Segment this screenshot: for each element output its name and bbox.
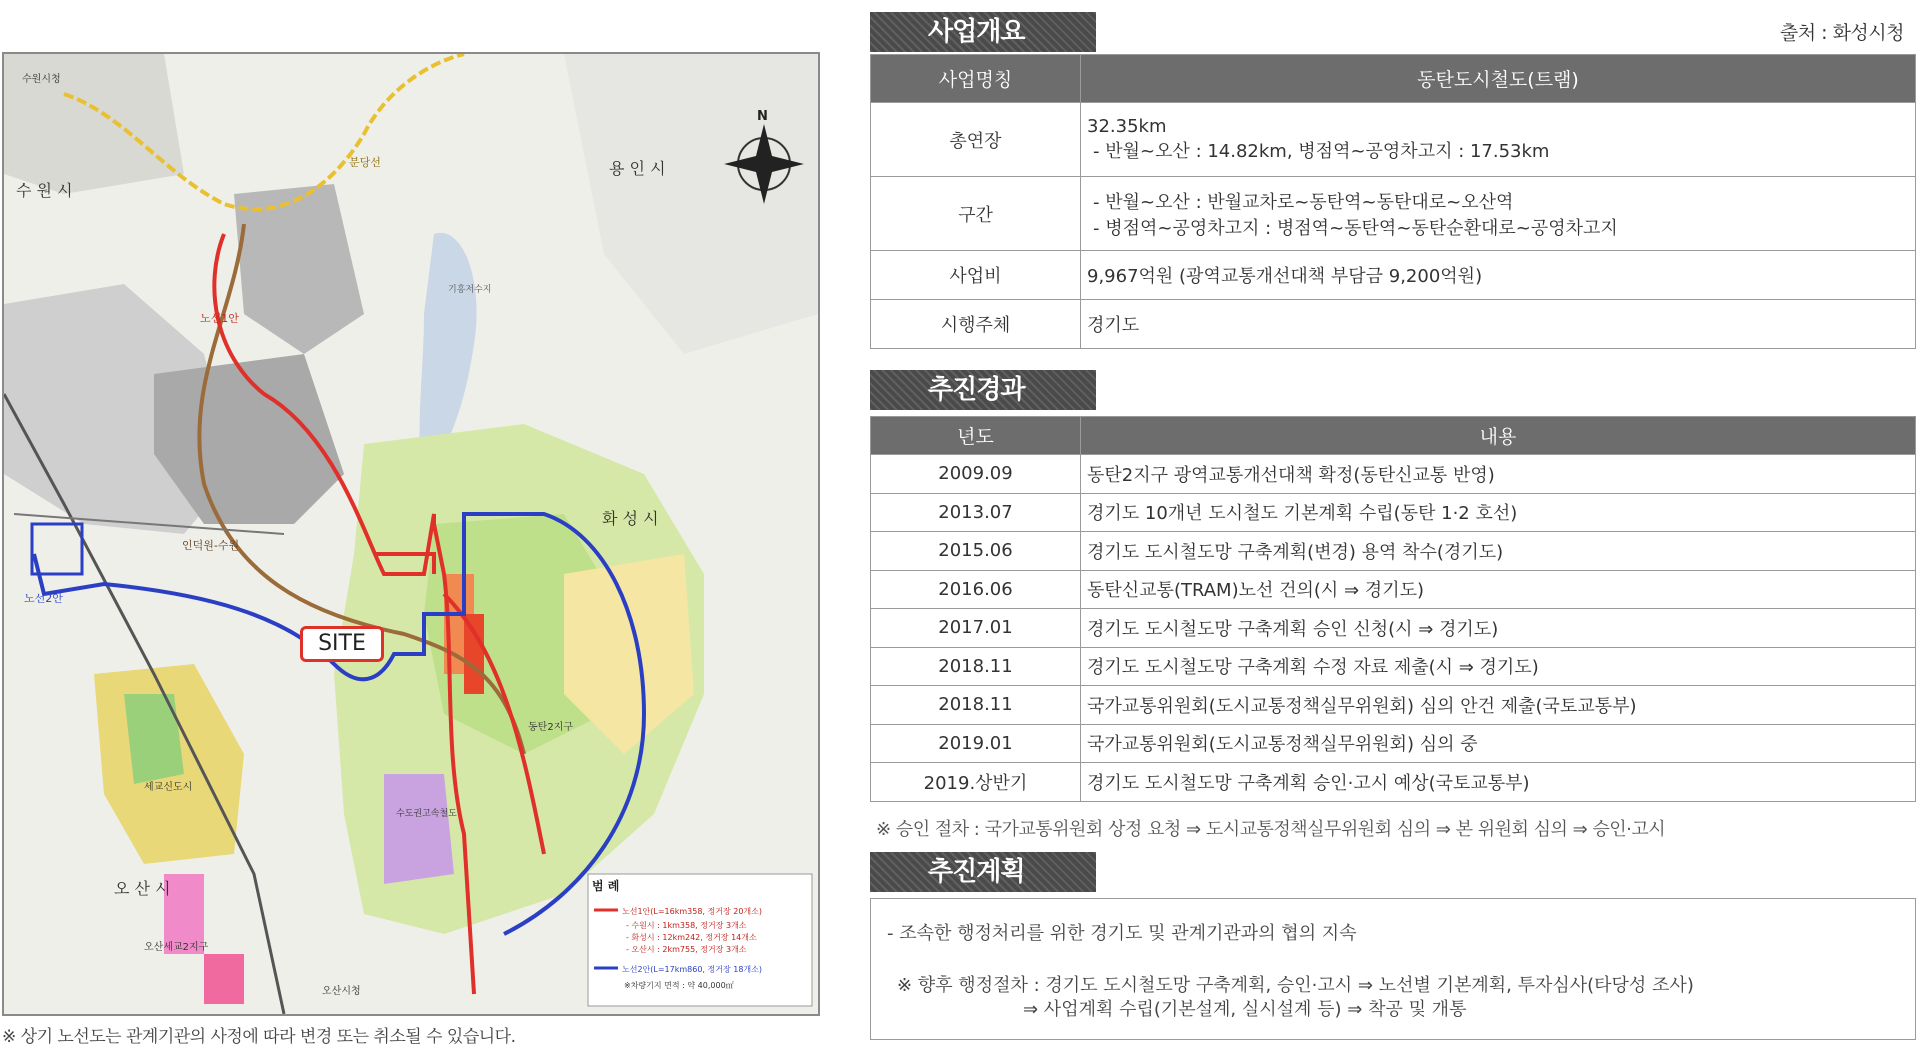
history-content: 경기도 10개년 도시철도 기본계획 수립(동탄 1·2 호선) [1081, 493, 1916, 532]
table-row [871, 300, 1916, 349]
row-value: - 반월~오산 : 14.82km, 병점역~공영차고지 : 17.53km [1093, 141, 1550, 162]
table-row [871, 177, 1916, 251]
legend-route1-suwon: - 수원시 : 1km358, 정거장 3개소 [626, 921, 747, 930]
history-header-content: 내용 [1081, 417, 1916, 455]
site-marker: SITE [300, 626, 384, 662]
plan-tab: 추진계획 [870, 852, 1096, 892]
table-row [871, 103, 1916, 177]
overview-table [870, 54, 1916, 349]
map-label-osan: 오 산 시 [114, 879, 171, 898]
history-content: 동탄신교통(TRAM)노선 건의(시 ⇒ 경기도) [1081, 570, 1916, 609]
map-graphic [4, 54, 818, 1014]
row-label: 시행주체 [871, 300, 1081, 349]
overview-header-label: 사업명칭 [871, 55, 1081, 103]
map-label-segyo: 세교신도시 [144, 782, 193, 793]
map-label-suwon-station: 수원시청 [22, 74, 61, 85]
legend-route1-osan: - 오산시 : 2km755, 정거장 3개소 [626, 945, 747, 954]
plan-line: - 조속한 행정처리를 위한 경기도 및 관계기관과의 협의 지속 [887, 923, 1357, 944]
map-label-osan-segyo2: 오산세교2지구 [144, 942, 209, 953]
table-row [871, 570, 1916, 609]
plan-box [870, 898, 1916, 1040]
map-label-line1: 노선1안 [200, 312, 239, 325]
legend-route1-hwaseong: - 화성시 : 12km242, 정거장 14개소 [626, 933, 757, 942]
table-row [871, 686, 1916, 725]
history-year: 2018.11 [871, 647, 1081, 686]
map-label-osan-city-hall: 오산시청 [322, 986, 361, 997]
history-year: 2015.06 [871, 532, 1081, 571]
history-header-year: 년도 [871, 417, 1081, 455]
legend-route1: 노선1안(L=16km358, 정거장 20개소) [622, 907, 762, 916]
map-label-line2: 노선2안 [24, 592, 63, 605]
overview-header-value: 동탄도시철도(트램) [1081, 55, 1916, 103]
map-label-sudogwon: 수도권고속철도 [396, 809, 457, 819]
map-label-yongin: 용 인 시 [609, 159, 666, 178]
map-legend [588, 874, 812, 1006]
history-year: 2013.07 [871, 493, 1081, 532]
plan-line: ⇒ 사업계획 수립(기본설계, 실시설계 등) ⇒ 착공 및 개통 [1023, 999, 1467, 1020]
table-row [871, 455, 1916, 494]
row-value: 32.35km [1087, 116, 1167, 137]
overview-tab: 사업개요 [870, 12, 1096, 52]
map-label-hwaseong: 화 성 시 [602, 509, 659, 528]
row-label: 구간 [871, 177, 1081, 251]
table-row [871, 251, 1916, 300]
history-year: 2017.01 [871, 609, 1081, 648]
table-row [871, 532, 1916, 571]
map-label-indeogwon: 인덕원-수원 [182, 539, 240, 552]
history-content: 국가교통위원회(도시교통정책실무위원회) 심의 중 [1081, 724, 1916, 763]
table-row [871, 647, 1916, 686]
row-value: - 반월~오산 : 반월교차로~동탄역~동탄대로~오산역 [1093, 191, 1514, 213]
history-tab: 추진경과 [870, 370, 1096, 410]
row-value: 경기도 [1081, 300, 1916, 349]
table-row [871, 493, 1916, 532]
legend-depot: ※차량기지 면적 : 약 40,000㎡ [624, 981, 734, 990]
map-note: ※ 상기 노선도는 관계기관의 사정에 따라 변경 또는 취소될 수 있습니다. [2, 1027, 516, 1047]
map-label-suwon: 수 원 시 [16, 181, 73, 200]
legend-route2: 노선2안(L=17km860, 정거장 18개소) [622, 965, 762, 974]
history-year: 2019.01 [871, 724, 1081, 763]
history-content: 경기도 도시철도망 구축계획 승인 신청(시 ⇒ 경기도) [1081, 609, 1916, 648]
north-label: N [757, 109, 768, 124]
row-label: 총연장 [871, 103, 1081, 177]
history-content: 국가교통위원회(도시교통정책실무위원회) 심의 안건 제출(국토교통부) [1081, 686, 1916, 725]
table-row [871, 609, 1916, 648]
history-content: 동탄2지구 광역교통개선대책 확정(동탄신교통 반영) [1081, 455, 1916, 494]
map-label-bundang: 분당선 [349, 156, 381, 169]
map-label-giheung: 기흥저수지 [448, 285, 492, 295]
route-map [2, 52, 820, 1016]
history-year: 2019.상반기 [871, 763, 1081, 802]
source-label: 출처 : 화성시청 [1779, 22, 1904, 44]
approval-footnote: ※ 승인 절차 : 국가교통위원회 상정 요청 ⇒ 도시교통정책실무위원회 심의 ⇒ 본 위원회 심의 ⇒ 승인·고시 [876, 819, 1666, 840]
history-content: 경기도 도시철도망 구축계획 수정 자료 제출(시 ⇒ 경기도) [1081, 647, 1916, 686]
row-label: 사업비 [871, 251, 1081, 300]
history-content: 경기도 도시철도망 구축계획(변경) 용역 착수(경기도) [1081, 532, 1916, 571]
history-table [870, 416, 1916, 802]
legend-title: 범 례 [592, 879, 620, 893]
history-year: 2018.11 [871, 686, 1081, 725]
map-label-dongtan2: 동탄2지구 [528, 722, 574, 733]
history-year: 2009.09 [871, 455, 1081, 494]
table-row [871, 724, 1916, 763]
history-year: 2016.06 [871, 570, 1081, 609]
table-row [871, 763, 1916, 802]
row-value: - 병점역~공영차고지 : 병점역~동탄역~동탄순환대로~공영차고지 [1093, 217, 1618, 239]
history-content: 경기도 도시철도망 구축계획 승인·고시 예상(국토교통부) [1081, 763, 1916, 802]
row-value: 9,967억원 (광역교통개선대책 부담금 9,200억원) [1081, 251, 1916, 300]
plan-line: ※ 향후 행정절차 : 경기도 도시철도망 구축계획, 승인·고시 ⇒ 노선별 기본계획, 투자심사(타당성 조사) [897, 975, 1694, 996]
